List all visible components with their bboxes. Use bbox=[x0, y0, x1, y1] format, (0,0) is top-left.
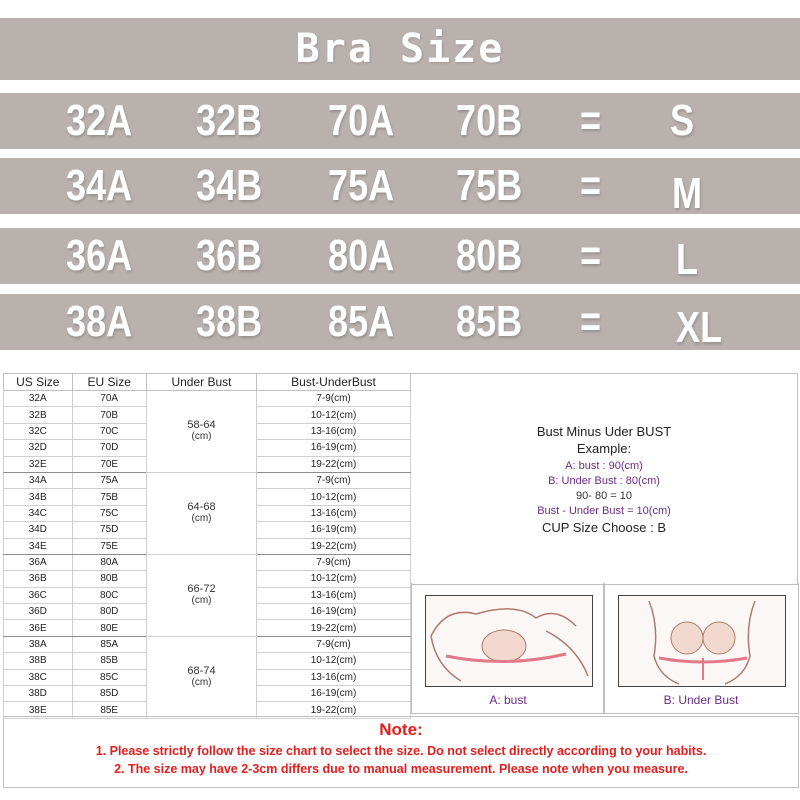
eu-size-cell: 85E bbox=[72, 702, 146, 718]
us-size-cell: 32A bbox=[4, 391, 73, 407]
size-cell: 85B bbox=[456, 297, 523, 346]
equals-sign: = bbox=[580, 96, 602, 145]
photo-a-cell bbox=[411, 583, 605, 714]
example-title: Bust Minus Uder BUST bbox=[536, 424, 672, 439]
example-bust: A: bust : 90(cm) bbox=[565, 460, 643, 472]
eu-size-cell: 85D bbox=[72, 686, 146, 702]
us-size-cell: 38C bbox=[4, 669, 73, 685]
table-row bbox=[4, 472, 411, 488]
us-size-cell: 34B bbox=[4, 489, 73, 505]
photo-b-cell bbox=[603, 583, 799, 714]
bust-diff-cell: 13-16(cm) bbox=[257, 669, 411, 685]
eu-size-cell: 80A bbox=[72, 554, 146, 570]
header-eu-size: EU Size bbox=[72, 374, 146, 391]
example-subtitle: Example: bbox=[576, 441, 632, 456]
under-bust-range: 64-68 bbox=[187, 501, 216, 514]
under-bust-cell bbox=[146, 554, 256, 636]
bust-diff-cell: 16-19(cm) bbox=[257, 604, 411, 620]
eu-size-cell: 70C bbox=[72, 423, 146, 439]
under-bust-cell bbox=[146, 472, 256, 554]
size-cell: 70B bbox=[456, 96, 523, 145]
table-row bbox=[4, 391, 411, 407]
eu-size-cell: 80E bbox=[72, 620, 146, 636]
bust-diff-cell: 13-16(cm) bbox=[257, 505, 411, 521]
size-cell: 80B bbox=[456, 231, 523, 280]
eu-size-cell: 75D bbox=[72, 522, 146, 538]
header-under-bust: Under Bust bbox=[146, 374, 256, 391]
torso-bust-icon bbox=[426, 596, 592, 686]
us-size-cell: 34C bbox=[4, 505, 73, 521]
bust-diff-cell: 10-12(cm) bbox=[257, 653, 411, 669]
under-bust-cell bbox=[146, 636, 256, 718]
us-size-cell: 34A bbox=[4, 472, 73, 488]
size-cell: 70A bbox=[328, 96, 395, 145]
bust-diff-cell: 7-9(cm) bbox=[257, 636, 411, 652]
eu-size-cell: 75E bbox=[72, 538, 146, 554]
photo-a-caption: A: bust bbox=[489, 693, 527, 707]
size-cell: 32B bbox=[196, 96, 263, 145]
table-row bbox=[4, 636, 411, 652]
size-cell: 38B bbox=[196, 297, 263, 346]
example-calc: 90- 80 = 10 bbox=[576, 490, 632, 502]
eu-size-cell: 80D bbox=[72, 604, 146, 620]
eu-size-cell: 85C bbox=[72, 669, 146, 685]
measurement-example-panel bbox=[411, 373, 798, 585]
size-row-m bbox=[0, 158, 800, 218]
size-cell: 75A bbox=[328, 161, 395, 210]
us-size-cell: 32E bbox=[4, 456, 73, 472]
size-label: M bbox=[672, 169, 703, 218]
note-line-2: 2. The size may have 2-3cm differs due to manual measurement. Please note when you measure. bbox=[114, 762, 688, 776]
us-size-cell: 38A bbox=[4, 636, 73, 652]
under-bust-unit: (cm) bbox=[191, 513, 212, 525]
note-line-1: 1. Please strictly follow the size chart to select the size. Do not select directly according to your habits. bbox=[95, 744, 707, 758]
size-cell: 80A bbox=[328, 231, 395, 280]
size-label: L bbox=[676, 235, 699, 284]
bust-diff-cell: 7-9(cm) bbox=[257, 391, 411, 407]
size-row-xl bbox=[0, 294, 800, 350]
bust-diff-cell: 19-22(cm) bbox=[257, 456, 411, 472]
size-cell: 36B bbox=[196, 231, 263, 280]
bust-diff-cell: 7-9(cm) bbox=[257, 472, 411, 488]
eu-size-cell: 70B bbox=[72, 407, 146, 423]
note-title: Note: bbox=[379, 720, 423, 739]
under-bust-cell bbox=[146, 391, 256, 473]
bust-diff-cell: 16-19(cm) bbox=[257, 522, 411, 538]
us-size-cell: 36B bbox=[4, 571, 73, 587]
table-row bbox=[4, 554, 411, 570]
equals-sign: = bbox=[580, 231, 602, 280]
under-bust-unit: (cm) bbox=[191, 595, 212, 607]
us-size-cell: 32C bbox=[4, 423, 73, 439]
example-under-bust: B: Under Bust : 80(cm) bbox=[548, 475, 660, 487]
example-result: Bust - Under Bust = 10(cm) bbox=[537, 505, 671, 517]
size-chart-table bbox=[3, 373, 411, 719]
eu-size-cell: 70A bbox=[72, 391, 146, 407]
bust-diff-cell: 16-19(cm) bbox=[257, 440, 411, 456]
under-bust-measure-illustration bbox=[618, 595, 786, 687]
eu-size-cell: 75B bbox=[72, 489, 146, 505]
chart-title: Bra Size bbox=[295, 26, 505, 72]
bust-measure-illustration bbox=[425, 595, 593, 687]
bust-diff-cell: 10-12(cm) bbox=[257, 489, 411, 505]
bust-diff-cell: 16-19(cm) bbox=[257, 686, 411, 702]
us-size-cell: 32D bbox=[4, 440, 73, 456]
us-size-cell: 36D bbox=[4, 604, 73, 620]
eu-size-cell: 70D bbox=[72, 440, 146, 456]
note-section bbox=[3, 716, 799, 788]
bust-diff-cell: 10-12(cm) bbox=[257, 407, 411, 423]
us-size-cell: 34D bbox=[4, 522, 73, 538]
us-size-cell: 38E bbox=[4, 702, 73, 718]
header-bust-diff: Bust-UnderBust bbox=[257, 374, 411, 391]
us-size-cell: 38B bbox=[4, 653, 73, 669]
under-bust-range: 66-72 bbox=[187, 583, 216, 596]
us-size-cell: 34E bbox=[4, 538, 73, 554]
photo-b-caption: B: Under Bust bbox=[663, 693, 739, 707]
bust-diff-cell: 19-22(cm) bbox=[257, 620, 411, 636]
size-cell: 85A bbox=[328, 297, 395, 346]
under-bust-range: 58-64 bbox=[187, 419, 216, 432]
size-cell: 34A bbox=[66, 161, 133, 210]
size-row-s bbox=[0, 93, 800, 149]
size-cell: 36A bbox=[66, 231, 133, 280]
us-size-cell: 36E bbox=[4, 620, 73, 636]
eu-size-cell: 85B bbox=[72, 653, 146, 669]
size-cell: 32A bbox=[66, 96, 133, 145]
eu-size-cell: 80C bbox=[72, 587, 146, 603]
table-header-row bbox=[4, 374, 411, 391]
eu-size-cell: 70E bbox=[72, 456, 146, 472]
bust-diff-cell: 13-16(cm) bbox=[257, 587, 411, 603]
eu-size-cell: 85A bbox=[72, 636, 146, 652]
under-bust-range: 68-74 bbox=[187, 665, 216, 678]
size-row-l bbox=[0, 228, 800, 284]
eu-size-cell: 75A bbox=[72, 472, 146, 488]
under-bust-unit: (cm) bbox=[191, 431, 212, 443]
under-bust-unit: (cm) bbox=[191, 677, 212, 689]
eu-size-cell: 80B bbox=[72, 571, 146, 587]
bust-diff-cell: 10-12(cm) bbox=[257, 571, 411, 587]
equals-sign: = bbox=[580, 161, 602, 210]
bust-diff-cell: 19-22(cm) bbox=[257, 702, 411, 718]
size-label: S bbox=[670, 96, 695, 145]
bust-diff-cell: 13-16(cm) bbox=[257, 423, 411, 439]
us-size-cell: 38D bbox=[4, 686, 73, 702]
us-size-cell: 36A bbox=[4, 554, 73, 570]
bust-diff-cell: 7-9(cm) bbox=[257, 554, 411, 570]
bust-diff-cell: 19-22(cm) bbox=[257, 538, 411, 554]
torso-under-bust-icon bbox=[619, 596, 785, 686]
size-cell: 75B bbox=[456, 161, 523, 210]
size-cell: 38A bbox=[66, 297, 133, 346]
equals-sign: = bbox=[580, 297, 602, 346]
eu-size-cell: 75C bbox=[72, 505, 146, 521]
us-size-cell: 32B bbox=[4, 407, 73, 423]
title-banner bbox=[0, 18, 800, 80]
example-cup-choice: CUP Size Choose : B bbox=[541, 520, 667, 535]
size-cell: 34B bbox=[196, 161, 263, 210]
us-size-cell: 36C bbox=[4, 587, 73, 603]
header-us-size: US Size bbox=[4, 374, 73, 391]
size-label: XL bbox=[676, 303, 723, 352]
